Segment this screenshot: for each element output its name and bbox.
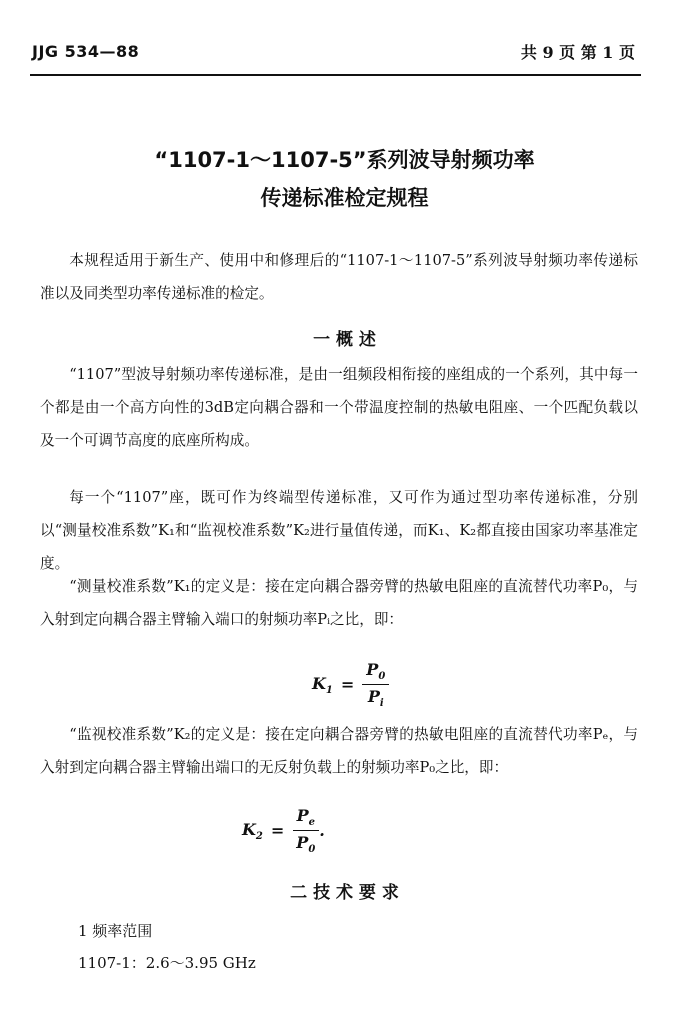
formula-k1-lhs: $K_1$ <box>312 673 333 696</box>
list-item-1107-1-range: 1107-1：2.6～3.95 GHz <box>78 954 256 972</box>
list-item-frequency-range: 1 频率范围 <box>78 922 153 940</box>
overview-paragraph-1: “1107”型波导射频功率传递标准，是由一组频段相衔接的座组成的一个系列，其中每一个都是由一个高方向性的3dB定向耦合器和一个带温度控制的热敏电阻座、一个匹配负载以及一个可调节高度的底座所构成。 <box>40 366 638 449</box>
formula-k2-lhs: $K_2$ <box>242 819 263 842</box>
document-title-line-1: “1107-1～1107-5”系列波导射频功率 <box>154 148 535 172</box>
formula-k1-fraction: $\frac{P_0}{P_i}$ <box>362 660 389 709</box>
standard-code: JJG 534—88 <box>32 42 140 61</box>
formula-k1: $K_1$ = $\frac{P_0}{P_i}$ <box>312 660 389 709</box>
document-title-line-2: 传递标准检定规程 <box>260 186 429 210</box>
header-divider <box>30 74 641 76</box>
formula-k2: $K_2$ = $\frac{P_e}{P_0}$ . <box>242 806 325 856</box>
section-heading-requirements: 二 技 术 要 求 <box>290 883 399 903</box>
overview-paragraph-2: 每一个“1107”座，既可作为终端型传递标准，又可作为通过型功率传递标准，分别以“测量校准系数”K₁和“监视校准系数”K₂进行量值传递，而K₁、K₂都直接由国家功率基准定度。 <box>40 489 638 572</box>
section-heading-overview: 一 概 述 <box>313 330 376 350</box>
formula-k2-fraction: $\frac{P_e}{P_0}$ <box>292 806 319 855</box>
overview-paragraph-4: “监视校准系数”K₂的定义是：接在定向耦合器旁臂的热敏电阻座的直流替代功率Pₑ，与入射到定向耦合器主臂输出端口的无反射负载上的射频功率P₀之比，即： <box>40 726 638 776</box>
intro-paragraph: 本规程适用于新生产、使用中和修理后的“1107-1～1107-5”系列波导射频功率传递标准以及同类型功率传递标准的检定。 <box>40 252 638 302</box>
overview-paragraph-3: “测量校准系数”K₁的定义是：接在定向耦合器旁臂的热敏电阻座的直流替代功率P₀，与入射到定向耦合器主臂输入端口的射频功率Pᵢ之比，即： <box>40 578 638 628</box>
page-count: 共 9 页 第 1 页 <box>520 43 635 62</box>
